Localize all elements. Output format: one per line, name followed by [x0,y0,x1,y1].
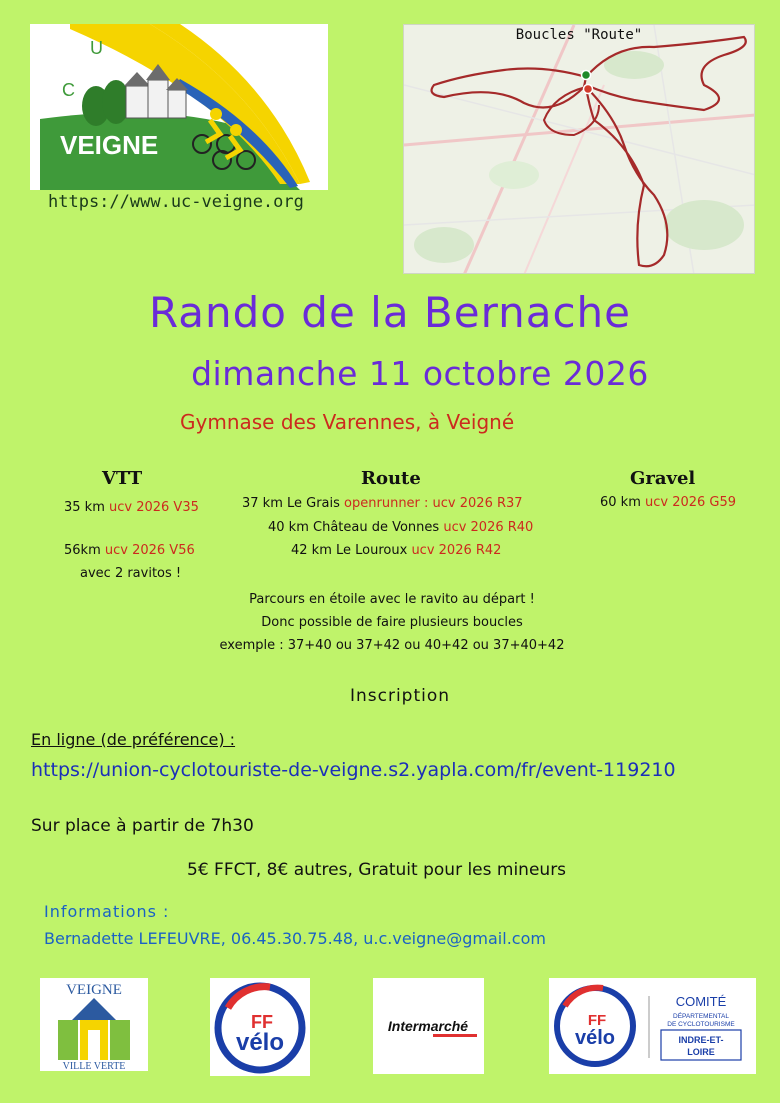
vtt-route-35-code: ucv 2026 V35 [109,500,199,515]
veigne-logo-top-text: VEIGNE [66,982,122,998]
vtt-route-35 [64,500,199,515]
vtt-route-56 [64,543,195,558]
road-route-42-code: ucv 2026 R42 [411,543,502,558]
vtt-route-56-km: 56km [64,543,105,558]
intermarche-text: Intermarché [387,1018,469,1034]
route-map [403,24,755,274]
contact-label: Informations : [44,902,170,921]
intermarche-logo [373,978,484,1074]
veigne-logo-bottom-text: VILLE VERTE [62,1061,126,1071]
road-route-37-code: openrunner : ucv 2026 R37 [344,496,523,511]
gravel-route-60-code: ucv 2026 G59 [645,495,737,510]
comite-title: COMITÉ [675,994,727,1009]
ffvelo-logo [210,978,310,1076]
comite-ff-text: FF [587,1012,607,1029]
gravel-route-60-km: 60 km [600,495,645,510]
event-title: Rando de la Bernache [148,288,632,337]
vtt-ravito-note: avec 2 ravitos ! [80,566,182,581]
logo-letter-u: U [90,38,103,58]
ffvelo-velo-text: vélo [235,1029,285,1056]
prices: 5€ FFCT, 8€ autres, Gratuit pour les mineurs [187,860,567,880]
comite-sub1: DÉPARTEMENTAL [673,1013,729,1020]
comite-dept2: LOIRE [687,1047,715,1057]
registration-link[interactable]: https://union-cyclotouriste-de-veigne.s2.yapla.com/fr/event-119210 [31,759,676,781]
note-line-3: exemple : 37+40 ou 37+42 ou 40+42 ou 37+40+42 [219,638,565,653]
event-venue: Gymnase des Varennes, à Veigné [180,410,515,434]
gravel-route-60 [600,495,736,510]
comite-velo-text: vélo [574,1027,616,1049]
contact-details: Bernadette LEFEUVRE, 06.45.30.75.48, u.c.veigne@gmail.com [44,929,546,948]
gravel-heading: Gravel [630,468,696,489]
vtt-route-56-code: ucv 2026 V56 [104,543,195,558]
logo-letter-c: C [62,80,75,100]
vtt-route-35-km: 35 km [64,500,109,515]
onsite-registration: Sur place à partir de 7h30 [31,816,254,836]
vtt-heading: VTT [102,468,143,489]
road-route-40-code: ucv 2026 R40 [443,520,534,535]
club-logo [30,24,328,190]
online-registration-label: En ligne (de préférence) : [31,730,236,749]
road-route-42-km: 42 km Le Louroux [291,543,412,558]
road-route-40-km: 40 km Château de Vonnes [268,520,444,535]
club-website-link[interactable]: https://www.uc-veigne.org [48,192,304,212]
logo-text: VEIGNE [60,130,159,160]
comite-departemental-logo [549,978,756,1074]
road-route-37-km: 37 km Le Grais [242,496,345,511]
comite-dept1: INDRE-ET- [678,1035,724,1045]
road-route-40 [268,520,533,535]
road-route-42 [291,543,501,558]
ffvelo-ff-text: FF [251,1012,273,1032]
road-route-37 [242,496,523,511]
note-line-1: Parcours en étoile avec le ravito au départ ! [249,592,535,607]
note-line-2: Donc possible de faire plusieurs boucles [261,615,523,630]
comite-sub2: DE CYCLOTOURISME [667,1021,735,1028]
route-heading: Route [361,468,421,489]
veigne-ville-verte-logo [40,978,148,1071]
map-caption: Boucles "Route" [515,27,643,43]
event-date: dimanche 11 octobre 2026 [191,354,649,393]
inscription-heading: Inscription [349,686,451,706]
